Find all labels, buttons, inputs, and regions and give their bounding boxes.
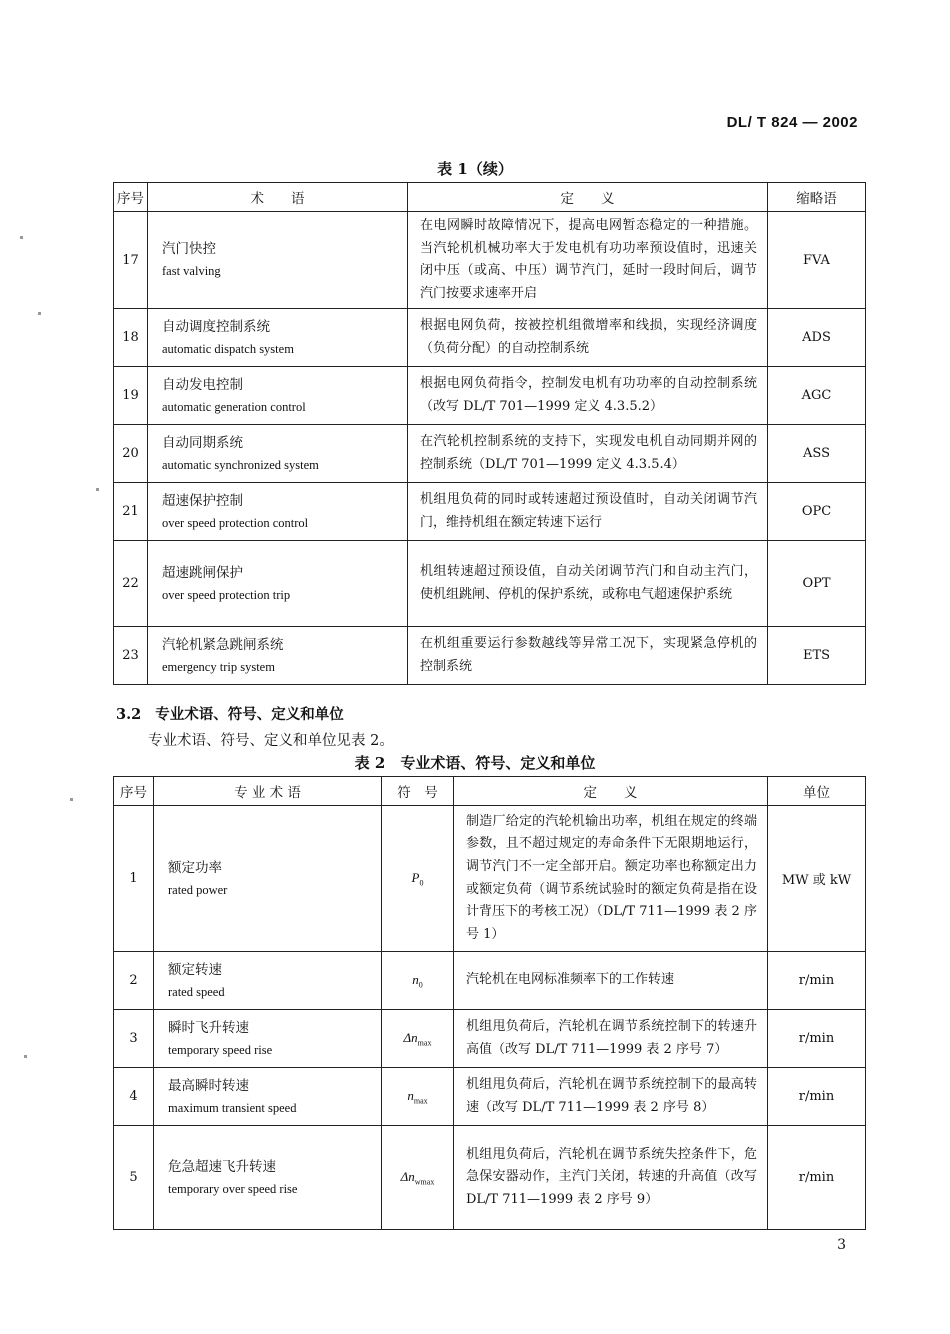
table2-header-no: 序号 [114,777,154,806]
term-cell [148,212,408,309]
abbreviation-cell: ASS [768,425,866,483]
definition-cell: 机组甩负荷的同时或转速超过预设值时，自动关闭调节汽门，维持机组在额定转速下运行 [408,483,768,541]
term-chinese: 自动同期系统 [162,434,243,451]
term-chinese: 汽门快控 [162,241,216,258]
row-number: 1 [114,806,154,952]
term-cell [154,952,382,1010]
table1-header-abbr: 缩略语 [768,183,866,212]
table-row [114,483,866,541]
definition-cell: 根据电网负荷，按被控机组微增率和线损，实现经济调度（负荷分配）的自动控制系统 [408,309,768,367]
abbreviation-cell: ADS [768,309,866,367]
table-row [114,952,866,1010]
symbol-cell [382,1126,454,1230]
symbol [407,1087,428,1106]
term-cell [148,483,408,541]
table-row [114,806,866,952]
term-english: emergency trip system [162,659,275,674]
symbol [403,1029,432,1048]
definition-cell: 根据电网负荷指令，控制发电机有功功率的自动控制系统（改写 DL/T 701—1999 定义 4.3.5.2） [408,367,768,425]
symbol-subscript: 0 [418,980,423,990]
definition-cell: 制造厂给定的汽轮机输出功率，机组在规定的终端参数，且不超过规定的寿命条件下无限期地运行，调节汽门不一定全部开启。额定功率也称额定出力或额定负荷（调节系统试验时的额定负荷是指在设计背压下的考核工况）（DL/T 711—1999 表 2 序号 1） [454,806,768,952]
unit-cell: r/min [768,1126,866,1230]
page-number: 3 [837,1237,846,1253]
unit-cell: r/min [768,1010,866,1068]
term-chinese: 自动调度控制系统 [162,318,270,335]
term-cell [148,627,408,685]
symbol-main: P [411,869,420,885]
symbol-subscript: 0 [419,878,424,888]
symbol [412,971,423,990]
term-cell [154,1010,382,1068]
term-chinese: 汽轮机紧急跳闸系统 [162,636,284,653]
term-chinese: 额定转速 [168,961,222,978]
term-cell [154,806,382,952]
row-number: 2 [114,952,154,1010]
table-row [114,541,866,627]
section-number: 3.2 [116,706,142,723]
row-number: 4 [114,1068,154,1126]
section-heading [116,703,344,724]
definition-cell: 在电网瞬时故障情况下，提高电网暂态稳定的一种措施。当汽轮机机械功率大于发电机有功功率预设值时，迅速关闭中压（或高、中压）调节汽门，延时一段时间后，调节汽门按要求速率开启 [408,212,768,309]
term-cell [154,1126,382,1230]
term-english: fast valving [162,264,221,279]
symbol-cell [382,806,454,952]
table-row [114,425,866,483]
abbreviation-cell: AGC [768,367,866,425]
term-english: over speed protection control [162,515,309,530]
definition-cell: 机组甩负荷后，汽轮机在调节系统失控条件下，危急保安器动作，主汽门关闭，转速的升高值（改写 DL/T 711—1999 表 2 序号 9） [454,1126,768,1230]
term-chinese: 超速跳闸保护 [162,564,243,581]
term-english: temporary over speed rise [168,1181,298,1196]
table1-header-term: 术 语 [148,183,408,212]
definition-cell: 汽轮机在电网标准频率下的工作转速 [454,952,768,1010]
row-number: 17 [114,212,148,309]
symbol-subscript: max [417,1038,432,1048]
term-english: automatic generation control [162,399,306,414]
symbol-cell [382,952,454,1010]
abbreviation-cell: OPT [768,541,866,627]
scan-speck [38,312,41,315]
table2 [113,776,866,1230]
scan-speck [20,236,23,239]
row-number: 19 [114,367,148,425]
unit-cell: r/min [768,1068,866,1126]
row-number: 3 [114,1010,154,1068]
term-english: rated power [168,882,228,897]
row-number: 20 [114,425,148,483]
definition-cell: 在机组重要运行参数越线等异常工况下，实现紧急停机的控制系统 [408,627,768,685]
table2-header-symbol: 符 号 [382,777,454,806]
row-number: 21 [114,483,148,541]
row-number: 18 [114,309,148,367]
table1-caption: 表 1（续） [437,160,513,178]
term-chinese: 瞬时飞升转速 [168,1019,249,1036]
table-row [114,1126,866,1230]
term-english: automatic synchronized system [162,457,319,472]
table-row [114,212,866,309]
table-row [114,367,866,425]
term-cell [148,367,408,425]
scan-speck [70,798,73,801]
scan-speck [24,1055,27,1058]
term-cell [148,425,408,483]
row-number: 22 [114,541,148,627]
symbol-cell [382,1068,454,1126]
term-cell [148,309,408,367]
definition-cell: 在汽轮机控制系统的支持下，实现发电机自动同期并网的控制系统（DL/T 701—1999 定义 4.3.5.4） [408,425,768,483]
term-chinese: 最高瞬时转速 [168,1077,249,1094]
symbol [400,1168,435,1187]
symbol [411,869,424,888]
document-number: DL/ T 824 — 2002 [726,114,858,131]
term-english: rated speed [168,984,225,999]
table1 [113,182,866,685]
definition-cell: 机组甩负荷后，汽轮机在调节系统控制下的最高转速（改写 DL/T 711—1999 表 2 序号 8） [454,1068,768,1126]
abbreviation-cell: OPC [768,483,866,541]
abbreviation-cell: FVA [768,212,866,309]
term-english: temporary speed rise [168,1042,273,1057]
abbreviation-cell: ETS [768,627,866,685]
unit-cell: r/min [768,952,866,1010]
term-chinese: 危急超速飞升转速 [168,1158,276,1175]
term-english: maximum transient speed [168,1100,297,1115]
table-row [114,1010,866,1068]
symbol-cell [382,1010,454,1068]
symbol-main: n [407,1087,414,1103]
symbol-subscript: max [413,1096,428,1106]
table1-header-no: 序号 [114,183,148,212]
table2-header-term: 专 业 术 语 [154,777,382,806]
symbol-main: Δn [400,1168,415,1184]
term-cell [148,541,408,627]
section-paragraph: 专业术语、符号、定义和单位见表 2。 [148,733,394,749]
symbol-main: n [412,971,419,987]
unit-cell: MW 或 kW [768,806,866,952]
term-english: over speed protection trip [162,587,291,602]
definition-cell: 机组甩负荷后，汽轮机在调节系统控制下的转速升高值（改写 DL/T 711—1999 表 2 序号 7） [454,1010,768,1068]
row-number: 23 [114,627,148,685]
symbol-subscript: wmax [414,1177,435,1187]
table-row [114,309,866,367]
symbol-main: Δn [403,1029,418,1045]
table1-header-definition: 定 义 [408,183,768,212]
term-chinese: 额定功率 [168,859,222,876]
term-chinese: 自动发电控制 [162,376,243,393]
table2-header-unit: 单位 [768,777,866,806]
row-number: 5 [114,1126,154,1230]
section-title: 专业术语、符号、定义和单位 [155,706,344,723]
term-cell [154,1068,382,1126]
term-english: automatic dispatch system [162,341,294,356]
term-chinese: 超速保护控制 [162,492,243,509]
table2-caption: 表 2 专业术语、符号、定义和单位 [354,754,596,772]
table-row [114,627,866,685]
table2-header-definition: 定 义 [454,777,768,806]
table-row [114,1068,866,1126]
scan-speck [96,488,99,491]
definition-cell: 机组转速超过预设值，自动关闭调节汽门和自动主汽门，使机组跳闸、停机的保护系统，或称电气超速保护系统 [408,541,768,627]
